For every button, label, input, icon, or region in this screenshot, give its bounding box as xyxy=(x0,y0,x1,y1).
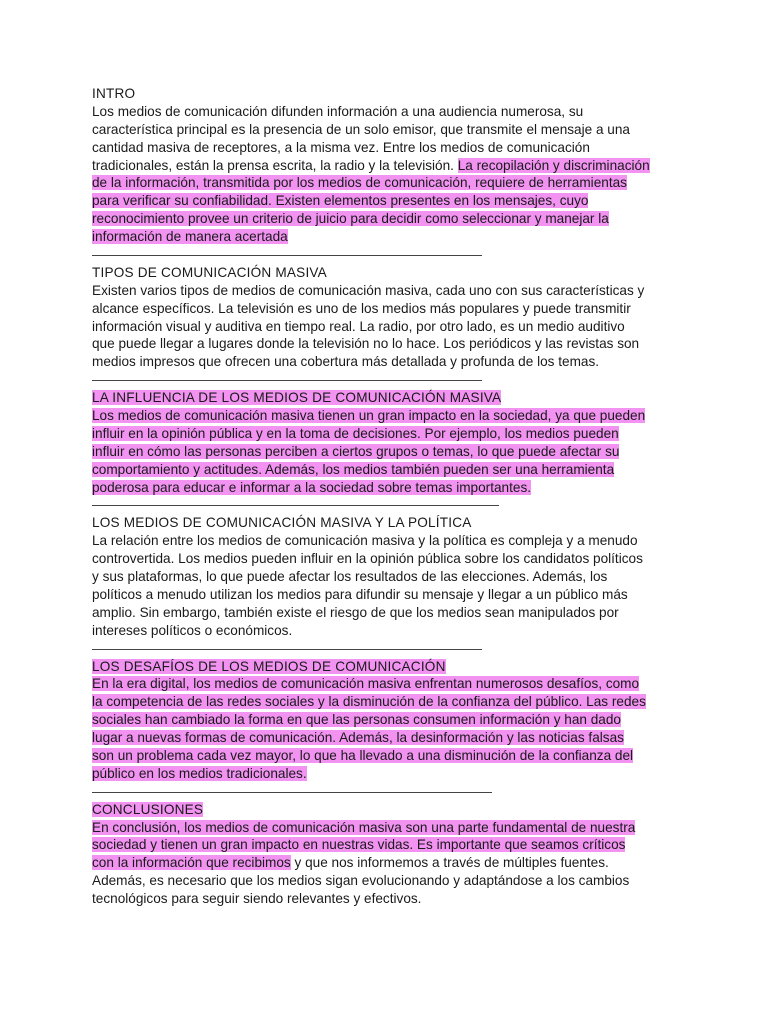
highlighted-text: con la información que recibimos xyxy=(92,855,291,871)
paragraph-line xyxy=(92,174,678,192)
section-heading-text: INTRO xyxy=(92,86,136,101)
section xyxy=(92,514,678,639)
body-text: Existen varios tipos de medios de comunicación masiva, cada uno con sus características y xyxy=(92,282,645,298)
body-text: tradicionales, están la prensa escrita, la radio y la televisión. xyxy=(92,157,458,173)
highlighted-text: lugar a nuevas formas de comunicación. Además, la desinformación y las noticias falsas xyxy=(92,730,624,746)
section xyxy=(92,658,678,783)
highlighted-text: En conclusión, los medios de comunicación masiva son una parte fundamental de nuestra xyxy=(92,819,636,835)
paragraph-line xyxy=(92,872,678,890)
highlighted-text: información de manera acertada xyxy=(92,229,288,245)
section-divider xyxy=(92,640,678,658)
paragraph-line xyxy=(92,586,678,604)
section-divider xyxy=(92,246,678,264)
body-text: políticos a menudo utilizan los medios para difundir su mensaje y llegar a un público más xyxy=(92,586,628,602)
paragraph-line xyxy=(92,210,678,228)
section-heading xyxy=(92,514,678,532)
highlighted-text: sociales han cambiado la forma en que las personas consumen información y han dado xyxy=(92,712,621,728)
highlighted-text: reconocimiento provee un criterio de juicio para decidir como seleccionar y manejar la xyxy=(92,211,609,227)
paragraph-line xyxy=(92,318,678,336)
body-text: amplio. Sin embargo, también existe el riesgo de que los medios sean manipulados por xyxy=(92,604,619,620)
paragraph-line xyxy=(92,675,678,693)
paragraph-line xyxy=(92,854,678,872)
highlighted-text: Los medios de comunicación masiva tienen un gran impacto en la sociedad, ya que pueden xyxy=(92,408,646,424)
highlighted-text: influir en cómo las personas perciben a ciertos grupos o temas, lo que puede afectar su xyxy=(92,443,620,459)
document-page xyxy=(92,85,678,908)
body-text: Además, es necesario que los medios sigan evolucionando y adaptándose a los cambios xyxy=(92,873,630,889)
paragraph-line xyxy=(92,407,678,425)
section-heading-text: LOS MEDIOS DE COMUNICACIÓN MASIVA Y LA POLÍTICA xyxy=(92,515,472,531)
paragraph-line xyxy=(92,568,678,586)
paragraph-line xyxy=(92,461,678,479)
paragraph-line xyxy=(92,890,678,908)
section-divider xyxy=(92,783,678,801)
paragraph-line xyxy=(92,353,678,371)
section-divider xyxy=(92,496,678,514)
paragraph-line xyxy=(92,335,678,353)
body-text: Los medios de comunicación difunden información a una audiencia numerosa, su xyxy=(92,103,584,119)
paragraph-line xyxy=(92,622,678,640)
highlighted-text: poderosa para educar e informar a la sociedad sobre temas importantes. xyxy=(92,479,532,495)
paragraph-line xyxy=(92,479,678,497)
paragraph-line xyxy=(92,282,678,300)
highlighted-text: para verificar su confiabilidad. Existen elementos presentes en los mensajes, cuyo xyxy=(92,193,589,209)
paragraph-line xyxy=(92,103,678,121)
paragraph-line xyxy=(92,550,678,568)
body-text: característica principal es la presencia de un solo emisor, que transmite el mensaje a una xyxy=(92,121,630,137)
highlighted-text: comportamiento y actitudes. Además, los medios también pueden ser una herramienta xyxy=(92,461,615,477)
section xyxy=(92,389,678,496)
body-text: cantidad masiva de receptores, a la misma vez. Entre los medios de comunicación xyxy=(92,139,590,155)
paragraph-line xyxy=(92,443,678,461)
highlighted-text: de la información, transmitida por los medios de comunicación, requiere de herramientas xyxy=(92,175,627,191)
body-text: que puede llegar a lugares donde la televisión no lo hace. Los periódicos y las revistas son xyxy=(92,336,640,352)
highlighted-text: influir en la opinión pública y en la toma de decisiones. Por ejemplo, los medios pueden xyxy=(92,425,619,441)
highlighted-text: público en los medios tradicionales. xyxy=(92,765,307,781)
body-text: medios impresos que ofrecen una cobertura más detallada y profunda de los temas. xyxy=(92,354,600,370)
section-heading xyxy=(92,85,678,103)
section-heading xyxy=(92,264,678,282)
section-divider xyxy=(92,371,678,389)
highlighted-text: la competencia de las redes sociales y la disminución de la confianza del público. Las redes xyxy=(92,694,646,710)
highlighted-text: sociedad y tienen un gran impacto en nuestras vidas. Es importante que seamos críticos xyxy=(92,837,626,853)
paragraph-line xyxy=(92,139,678,157)
section-heading xyxy=(92,389,678,407)
paragraph-line xyxy=(92,747,678,765)
section-heading-text: LOS DESAFÍOS DE LOS MEDIOS DE COMUNICACIÓN xyxy=(92,658,446,674)
paragraph-line xyxy=(92,228,678,246)
body-text: La relación entre los medios de comunicación masiva y la política es compleja y a menudo xyxy=(92,533,638,549)
body-text: información visual y auditiva en tiempo real. La radio, por otro lado, es un medio auditivo xyxy=(92,318,625,334)
paragraph-line xyxy=(92,532,678,550)
section-heading-text: CONCLUSIONES xyxy=(92,801,204,817)
paragraph-line xyxy=(92,693,678,711)
section-heading xyxy=(92,801,678,819)
paragraph-line xyxy=(92,425,678,443)
paragraph-line xyxy=(92,192,678,210)
body-text: y que nos informemos a través de múltiples fuentes. xyxy=(290,855,609,871)
highlighted-text: son un problema cada vez mayor, lo que ha llevado a una disminución de la confianza del xyxy=(92,747,634,763)
section-heading-text: TIPOS DE COMUNICACIÓN MASIVA xyxy=(92,264,327,280)
section-heading xyxy=(92,658,678,676)
body-text: y sus plataformas, lo que puede afectar los resultados de las elecciones. Además, los xyxy=(92,569,608,585)
body-text: intereses políticos o económicos. xyxy=(92,622,293,638)
body-text: tecnológicos para seguir siendo relevantes y efectivos. xyxy=(92,891,422,907)
body-text: controvertida. Los medios pueden influir en la opinión pública sobre los candidatos políticos xyxy=(92,551,643,567)
section xyxy=(92,801,678,908)
paragraph-line xyxy=(92,121,678,139)
paragraph-line xyxy=(92,765,678,783)
paragraph-line xyxy=(92,729,678,747)
paragraph-line xyxy=(92,711,678,729)
section-heading-text: LA INFLUENCIA DE LOS MEDIOS DE COMUNICACIÓN MASIVA xyxy=(92,390,502,406)
paragraph-line xyxy=(92,604,678,622)
paragraph-line xyxy=(92,836,678,854)
highlighted-text: La recopilación y discriminación xyxy=(457,157,650,173)
section xyxy=(92,85,678,246)
paragraph-line xyxy=(92,819,678,837)
section xyxy=(92,264,678,371)
body-text: alcance específicos. La televisión es uno de los medios más populares y puede transmitir xyxy=(92,300,631,316)
paragraph-line xyxy=(92,157,678,175)
paragraph-line xyxy=(92,300,678,318)
highlighted-text: En la era digital, los medios de comunicación masiva enfrentan numerosos desafíos, como xyxy=(92,676,640,692)
